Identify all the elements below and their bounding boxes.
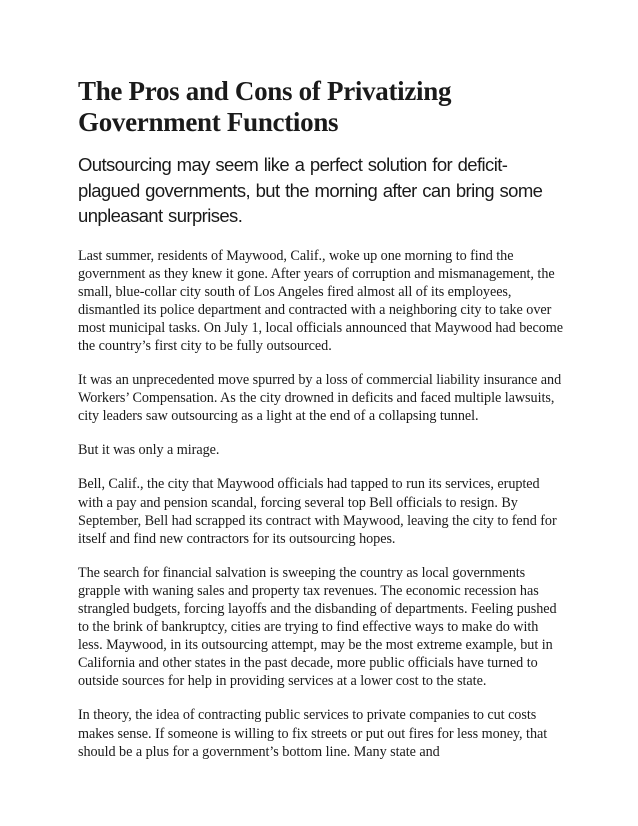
body-paragraph: It was an unprecedented move spurred by a loss of commercial liability insurance and Workers’ Compensation. As the city drowned in deficits and faced multiple lawsuits, city leaders saw outsourcing as a light at the end of a collapsing tunnel.	[78, 372, 562, 425]
body-paragraph: The search for financial salvation is sweeping the country as local governments grapple with waning sales and property tax revenues. The economic recession has strangled budgets, forcing layoffs and the disbanding of departments. Feeling pushed to the brink of bankruptcy, cities are trying to find effective ways to make do with less. Maywood, in its outsourcing attempt, may be the most extreme example, but in California and other states in the past decade, more public officials have turned to outside sources for help in providing services at a lower cost to the state.	[78, 564, 557, 690]
body-paragraph: But it was only a mirage.	[78, 442, 220, 459]
body-paragraph: Bell, Calif., the city that Maywood officials had tapped to run its services, erupted with a pay and pension scandal, forcing several top Bell officials to resign. By September, Bell had scrapped its contract with Maywood, leaving the city to fend for itself and find new contractors for its outsourcing hopes.	[78, 476, 557, 547]
body-paragraph: Last summer, residents of Maywood, Calif., woke up one morning to find the government as they knew it gone. After years of corruption and mismanagement, the small, blue-collar city south of Los Angeles fired almost all of its employees, dismantled its police department and contracted with a neighboring city to take over most municipal tasks. On July 1, local officials announced that Maywood had become the country’s first city to be fully outsourced.	[78, 247, 564, 354]
article-title: The Pros and Cons of Privatizing Government Functions	[78, 76, 452, 137]
document-page	[78, 76, 566, 777]
article-subtitle: Outsourcing may seem like a perfect solution for deficit-plagued governments, but the morning after can bring some unpleasant surprises.	[78, 154, 543, 226]
body-paragraph: In theory, the idea of contracting public services to private companies to cut costs makes sense. If someone is willing to fix streets or put out fires for less money, that should be a plus for a government’s bottom line. Many state and	[78, 707, 548, 760]
